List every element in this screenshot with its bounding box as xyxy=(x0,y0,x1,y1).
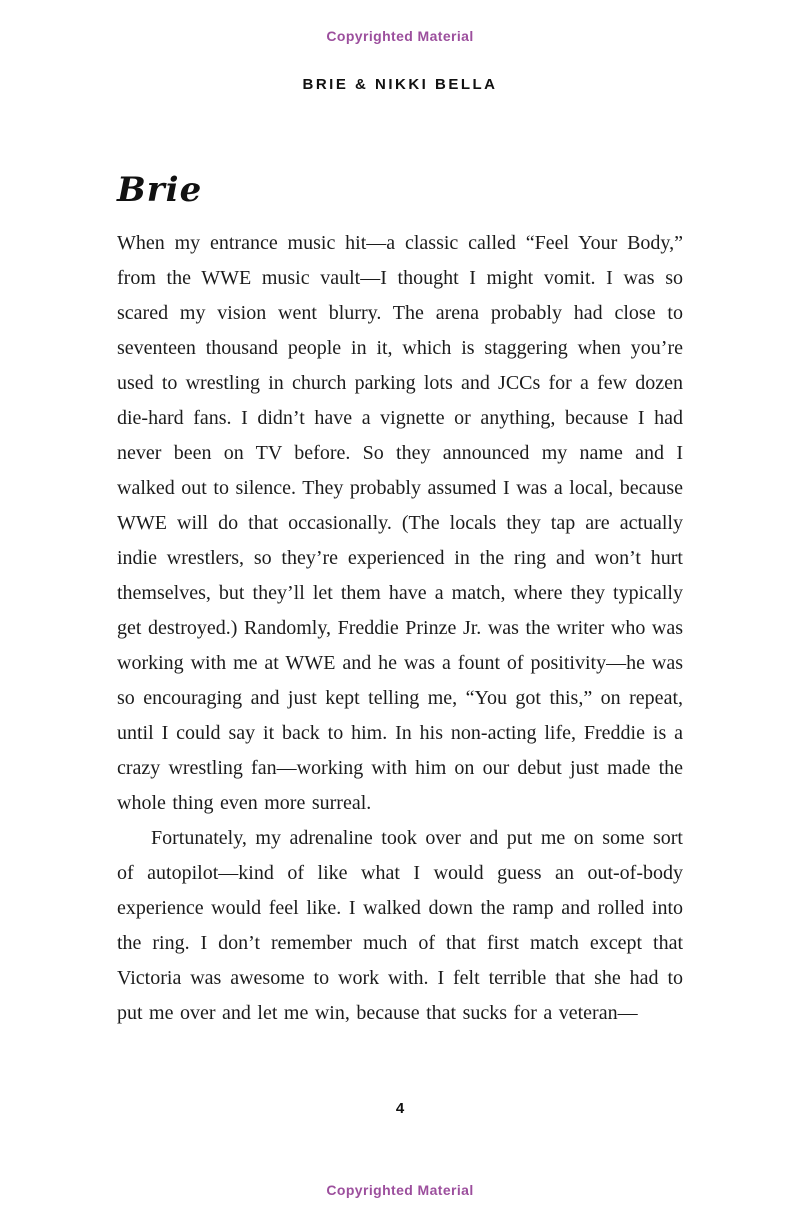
body-paragraph: When my entrance music hit—a classic called “Feel Your Body,” from the WWE music vault—I thought I might vomit. I was so scared my vision went blurry. The arena probably had close to seventeen thousand people in it, which is staggering when you’re used to wrestling in church parking lots and JCCs for a few dozen die-hard fans. I didn’t have a vignette or anything, because I had never been on TV before. So they announced my name and I walked out to silence. They probably assumed I was a local, because WWE will do that occasionally. (The locals they tap are actually indie wrestlers, so they’re experienced in the ring and won’t hurt themselves, but they’ll let them have a match, where they typically get destroyed.) Randomly, Freddie Prinze Jr. was the writer who was working with me at WWE and he was a fount of positivity—he was so encouraging and just kept telling me, “You got this,” on repeat, until I could say it back to him. In his non-acting life, Freddie is a crazy wrestling fan—working with him on our debut just made the whole thing even more surreal. xyxy=(117,232,683,814)
section-heading: Brie xyxy=(117,170,203,210)
running-header: BRIE & NIKKI BELLA xyxy=(302,76,498,93)
body-paragraph: Fortunately, my adrenaline took over and put me on some sort of autopilot—kind of like what I would guess an out-of-body experience would feel like. I walked down the ramp and rolled into the ring. I don’t remember much of that first match except that Victoria was awesome to work with. I felt terrible that she had to put me over and let me win, because that sucks for a veteran— xyxy=(117,827,683,1024)
page-content xyxy=(117,168,683,1031)
copyright-notice-top: Copyrighted Material xyxy=(326,28,474,44)
page-number: 4 xyxy=(395,1100,405,1117)
copyright-notice-bottom: Copyrighted Material xyxy=(326,1182,474,1198)
